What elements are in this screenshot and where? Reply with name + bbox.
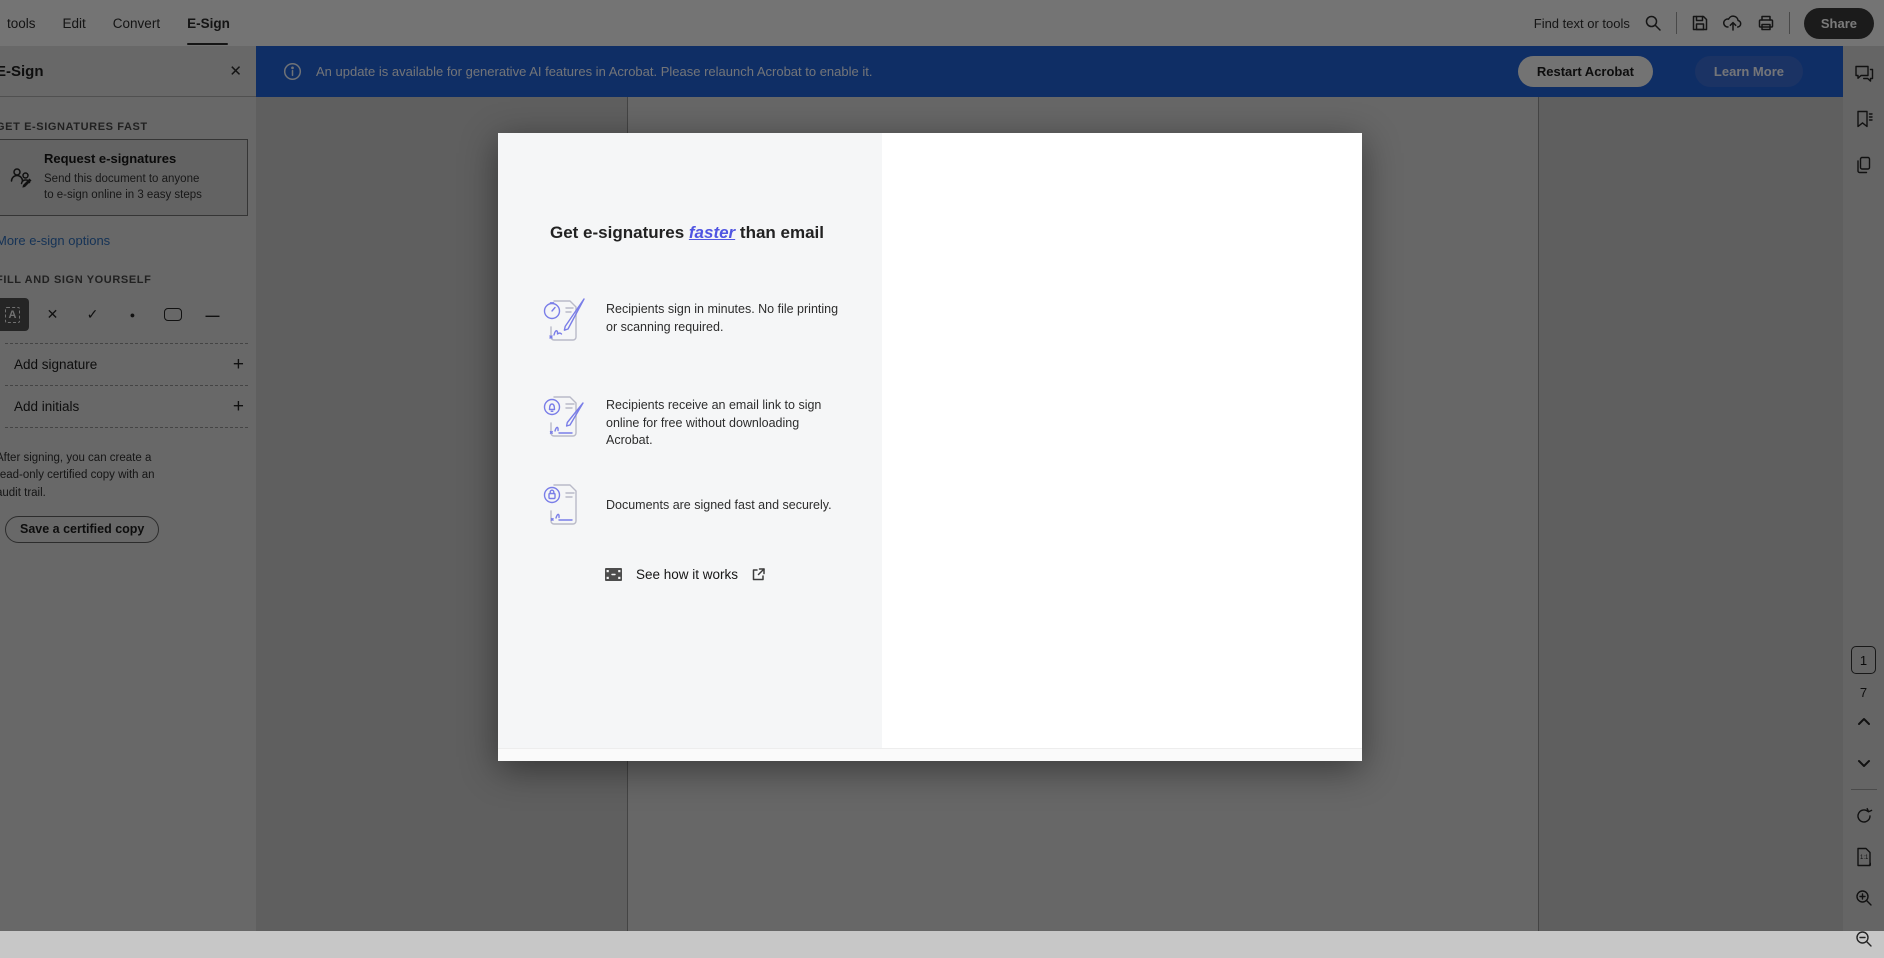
- email-link-document-icon: [542, 389, 588, 443]
- see-how-it-works-link[interactable]: [604, 566, 766, 583]
- bullet-text: Documents are signed fast and securely.: [606, 477, 844, 515]
- dialog-bullet-row: [542, 389, 844, 450]
- heading-pre: Get e-signatures: [550, 223, 689, 242]
- external-link-icon: [751, 567, 766, 582]
- dialog-bullet-row: [542, 477, 844, 531]
- dialog-footer: [498, 748, 1362, 761]
- dialog-bullet-row: [542, 293, 844, 347]
- dialog-document-preview: [882, 133, 1362, 748]
- video-icon: [604, 566, 623, 583]
- timer-sign-document-icon: [542, 293, 588, 347]
- heading-post: than email: [735, 223, 824, 242]
- bullet-text: Recipients receive an email link to sign online for free without downloading Acrobat.: [606, 389, 844, 450]
- dialog-heading: [550, 223, 850, 243]
- see-how-label: See how it works: [636, 567, 738, 582]
- esign-promo-dialog: [498, 133, 1362, 761]
- secure-document-icon: [542, 477, 588, 531]
- heading-emphasis: faster: [689, 223, 735, 242]
- bullet-text: Recipients sign in minutes. No file printing or scanning required.: [606, 293, 844, 336]
